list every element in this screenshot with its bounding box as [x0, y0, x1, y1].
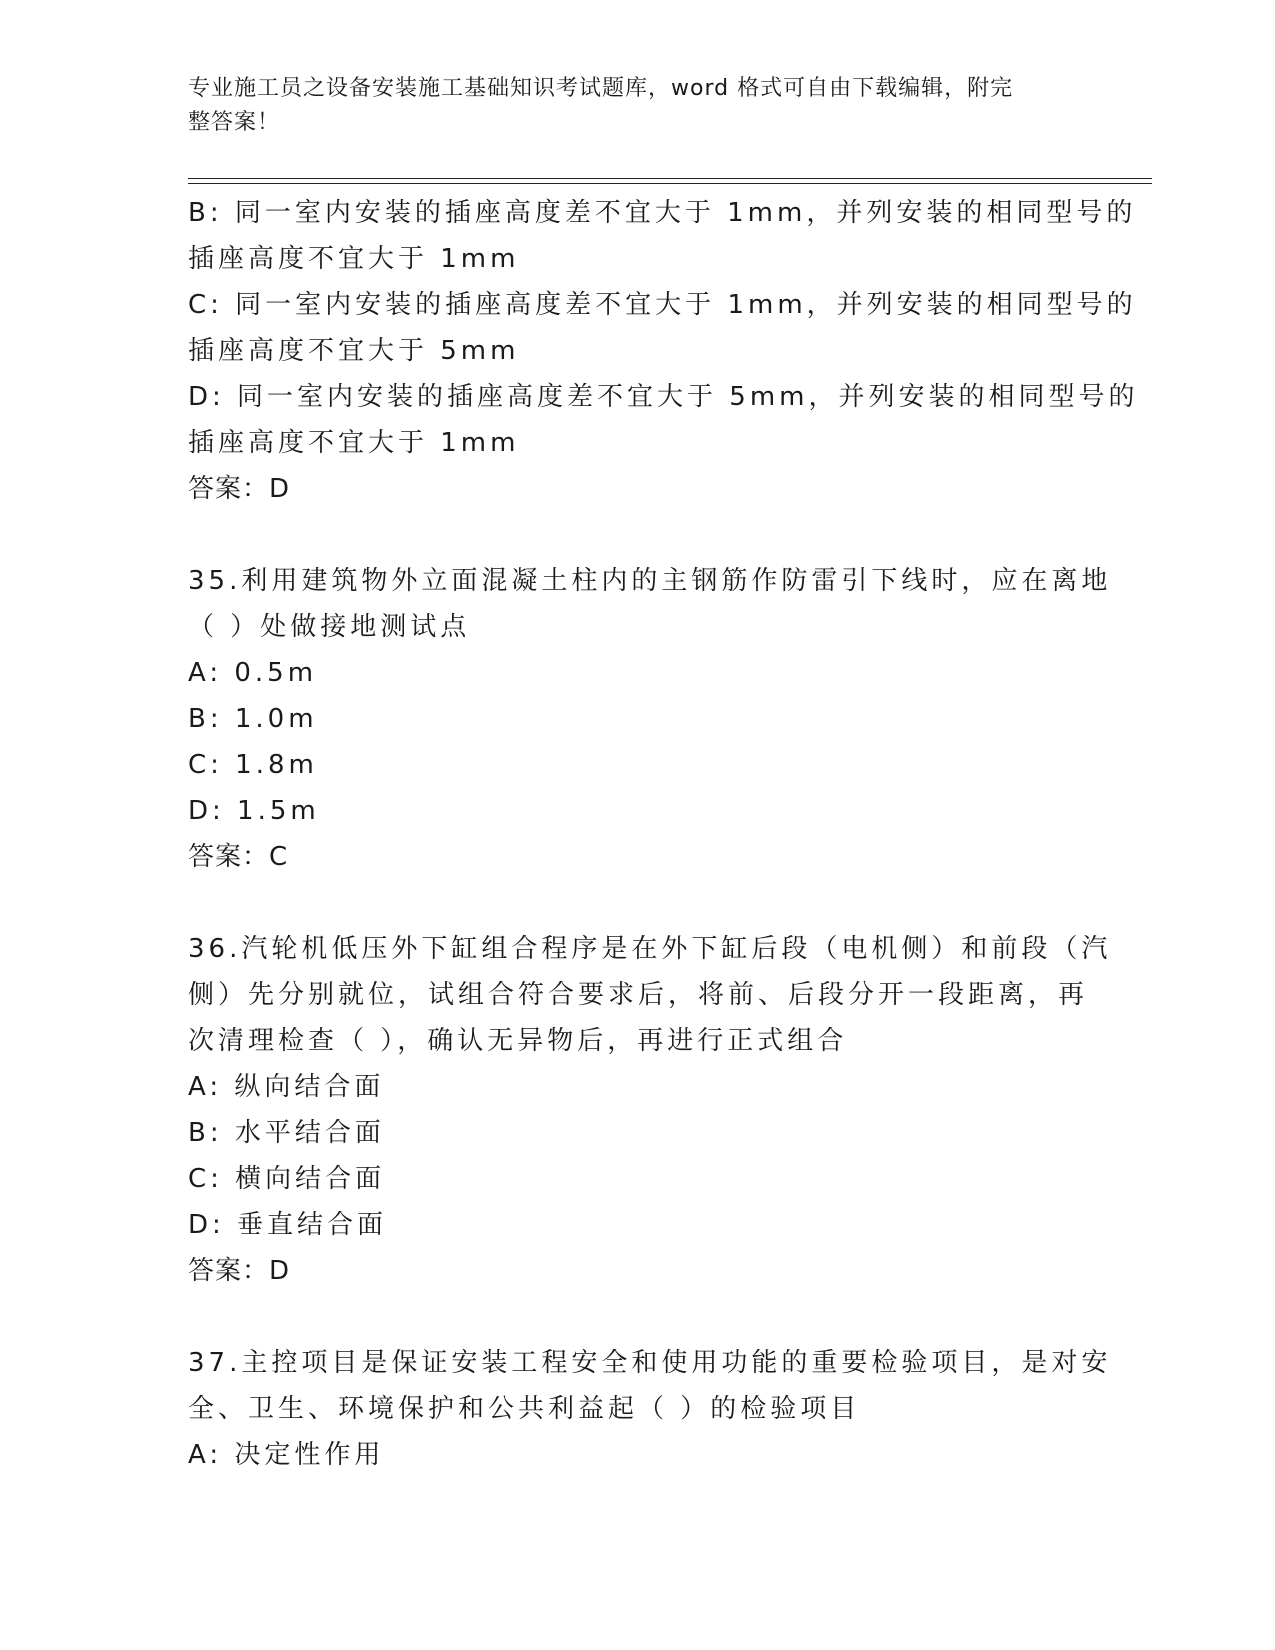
answer-34: 答案：D	[188, 474, 291, 504]
option-c: C: 1.8m	[188, 750, 318, 780]
question-35-stem-line-2: （ ）处做接地测试点	[188, 612, 471, 642]
option-d-line-1: D: 同一室内安装的插座高度差不宜大于 5mm，并列安装的相同型号的	[188, 382, 1139, 412]
question-36	[188, 926, 1112, 1294]
option-c-line-2: 插座高度不宜大于 5mm	[188, 336, 520, 366]
document-header	[188, 72, 1068, 140]
question-content	[188, 190, 1139, 1478]
question-36-stem-line-2: 侧）先分别就位，试组合符合要求后，将前、后段分开一段距离，再	[188, 980, 1089, 1010]
option-b-line-1: B: 同一室内安装的插座高度差不宜大于 1mm，并列安装的相同型号的	[188, 198, 1137, 228]
question-37-stem-line-1: 37.主控项目是保证安装工程安全和使用功能的重要检验项目，是对安	[188, 1348, 1112, 1378]
header-divider-bottom	[188, 183, 1152, 184]
question-35	[188, 558, 1112, 880]
option-d: D: 1.5m	[188, 796, 320, 826]
option-b: B: 水平结合面	[188, 1118, 385, 1148]
option-d: D: 垂直结合面	[188, 1210, 388, 1240]
header-divider-top	[188, 178, 1152, 179]
answer-36: 答案：D	[188, 1256, 291, 1286]
question-35-stem-line-1: 35.利用建筑物外立面混凝土柱内的主钢筋作防雷引下线时，应在离地	[188, 566, 1112, 596]
header-line-1: 专业施工员之设备安装施工基础知识考试题库，word 格式可自由下载编辑，附完	[188, 76, 1014, 101]
question-36-stem-line-1: 36.汽轮机低压外下缸组合程序是在外下缸后段（电机侧）和前段（汽	[188, 934, 1112, 964]
question-37	[188, 1340, 1112, 1478]
option-a: A: 纵向结合面	[188, 1072, 385, 1102]
option-c-line-1: C: 同一室内安装的插座高度差不宜大于 1mm，并列安装的相同型号的	[188, 290, 1137, 320]
answer-35: 答案：C	[188, 842, 289, 872]
option-a: A: 决定性作用	[188, 1440, 385, 1470]
option-c: C: 横向结合面	[188, 1164, 386, 1194]
option-a: A: 0.5m	[188, 658, 318, 688]
header-line-2: 整答案！	[188, 110, 281, 135]
question-34-options	[188, 190, 1139, 512]
question-36-stem-line-3: 次清理检查（ ），确认无异物后，再进行正式组合	[188, 1026, 848, 1056]
question-37-stem-line-2: 全、卫生、环境保护和公共利益起（ ）的检验项目	[188, 1394, 861, 1424]
option-d-line-2: 插座高度不宜大于 1mm	[188, 428, 520, 458]
option-b-line-2: 插座高度不宜大于 1mm	[188, 244, 520, 274]
option-b: B: 1.0m	[188, 704, 318, 734]
